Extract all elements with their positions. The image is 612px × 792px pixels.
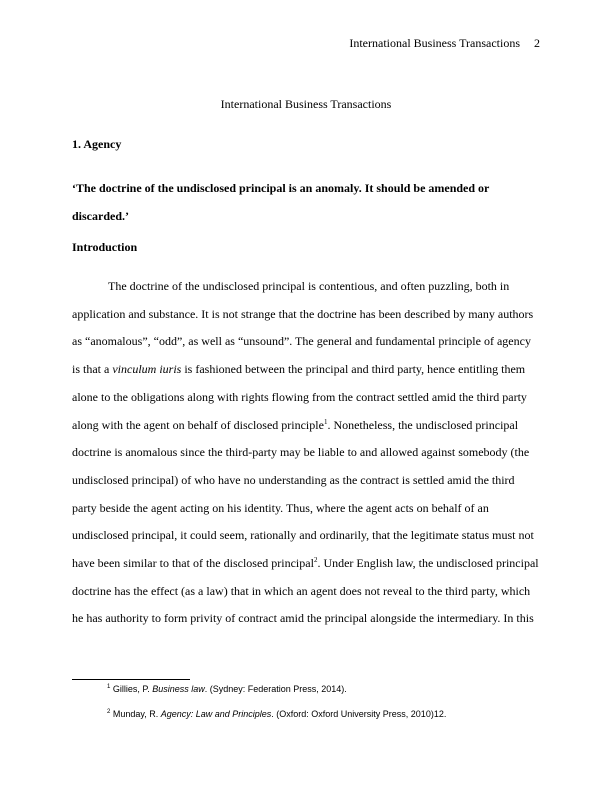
body-line: as “anomalous”, “odd”, as well as “unsound”. The general and fundamental principle of agency bbox=[72, 334, 531, 349]
body-line: undisclosed principal, it could seem, rationally and ordinarily, that the legitimate status must not bbox=[72, 528, 534, 543]
page-number: 2 bbox=[534, 36, 540, 50]
footnote-separator bbox=[72, 679, 190, 680]
body-line bbox=[72, 550, 542, 578]
quote-block bbox=[72, 174, 542, 230]
quote-line: discarded.’ bbox=[72, 209, 129, 223]
body-line: doctrine has the effect (as a law) that in which an agent does not reveal to the third party, which bbox=[72, 583, 531, 598]
footnote-ref-2[interactable]: 2 bbox=[313, 556, 318, 565]
body-line: he has authority to form privity of contract amid the principal alongside the intermediary. In this bbox=[72, 611, 534, 626]
text-run: . Under English law, the undisclosed principal bbox=[317, 556, 539, 571]
running-title: International Business Transactions bbox=[349, 36, 520, 50]
footnote-ref-1[interactable]: 1 bbox=[323, 417, 328, 426]
body-line: The doctrine of the undisclosed principal is contentious, and often puzzling, both in bbox=[108, 279, 510, 293]
footnote-1 bbox=[107, 684, 347, 694]
section-heading-introduction: Introduction bbox=[72, 240, 138, 254]
text-run: . Nonetheless, the undisclosed principal bbox=[327, 417, 519, 432]
footnote-text: Gillies, P. bbox=[110, 684, 153, 694]
body-line: undisclosed principal) of who have no understanding as the contract is settled amid the third bbox=[72, 472, 515, 487]
body-line: alone to the obligations along with rights flowing from the contract settled amid the third party bbox=[72, 389, 527, 404]
body-line: application and substance. It is not strange that the doctrine has been described by many authors bbox=[72, 306, 534, 321]
section-heading-agency: 1. Agency bbox=[72, 137, 122, 151]
footnote-2 bbox=[107, 709, 446, 719]
body-line bbox=[72, 412, 542, 440]
footnote-text: . (Sydney: Federation Press, 2014). bbox=[204, 684, 347, 694]
page-header bbox=[349, 36, 540, 51]
footnote-mark: 2 bbox=[107, 709, 111, 715]
footnote-text: Munday, R. bbox=[110, 709, 161, 719]
footnote-title: Agency: Law and Principles bbox=[160, 709, 272, 719]
quote-line: ‘The doctrine of the undisclosed principal is an anomaly. It should be amended or bbox=[72, 181, 490, 195]
text-run: is that a bbox=[72, 362, 113, 377]
italic-term: vinculum iuris bbox=[112, 362, 182, 377]
body-line: doctrine is anomalous since the third-party may be liable to and allowed against somebody (the bbox=[72, 445, 530, 460]
body-paragraph bbox=[72, 273, 542, 633]
text-run: have been similar to that of the disclosed principal bbox=[72, 556, 314, 571]
body-line bbox=[72, 356, 542, 384]
body-line: party beside the agent acting on his identity. Thus, where the agent acts on behalf of an bbox=[72, 500, 489, 515]
text-run: along with the agent on behalf of disclosed principle bbox=[72, 417, 324, 432]
footnote-title: Business law bbox=[152, 684, 205, 694]
footnote-text: . (Oxford: Oxford University Press, 2010)12. bbox=[271, 709, 447, 719]
document-title: International Business Transactions bbox=[220, 97, 392, 111]
footnote-mark: 1 bbox=[107, 684, 111, 690]
text-run: is fashioned between the principal and third party, hence entitling them bbox=[181, 362, 526, 377]
